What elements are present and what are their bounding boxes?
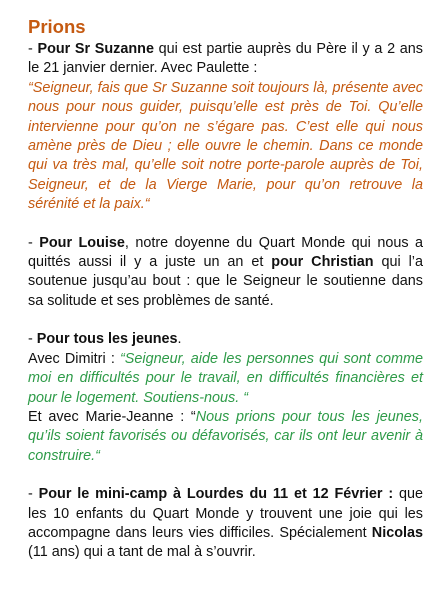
prayer-suzanne xyxy=(28,40,423,215)
dash: - xyxy=(28,331,37,348)
dash: - xyxy=(28,234,40,251)
lourdes-paragraph xyxy=(28,485,423,563)
lourdes-text-1: que les 10 enfants du Quart Monde y trouvent une joie qui les accompagne dans leurs vies difficiles. Spécialement xyxy=(28,486,424,541)
spacer xyxy=(28,466,423,485)
louise-lead: Pour Louise xyxy=(39,234,125,251)
period: . xyxy=(177,331,182,348)
spacer xyxy=(28,215,423,234)
suzanne-text: qui est partie auprès du Père il y a 2 ans le 21 janvier dernier. Avec Paulette : xyxy=(28,41,423,77)
suzanne-intro xyxy=(28,40,423,79)
dash: - xyxy=(28,41,38,57)
marie-jeanne-intro: Et avec Marie-Jeanne : “ xyxy=(28,408,196,425)
prayer-jeunes xyxy=(28,330,423,466)
marie-jeanne-paragraph xyxy=(28,408,423,466)
suzanne-quote: “Seigneur, fais que Sr Suzanne soit toujours là, présente avec nous pour nous guider, puisqu’elle est près de Toi. Qu’elle intervienne pour qu’on ne s’égare pas. C’est elle qui nous amène près de Dieu ; elle ouvre le chemin. Dans ce monde qui va très mal, qu’elle soit notre porte-parole auprès de Toi, Seigneur, et de la Vierge Marie, pour qu’on retrouve la sérénité et la paix.“ xyxy=(28,79,423,213)
louise-text-1: , notre doyenne du Quart Monde qui nous a quittés aussi il y a juste un an et xyxy=(28,234,424,271)
dimitri-quote: “Seigneur, aide les personnes qui sont comme moi en difficultés pour le travail, en difficultés financières et pour le logement. Soutiens-nous. “ xyxy=(28,350,423,406)
christian-lead: pour Christian xyxy=(271,254,374,271)
page-title: Prions xyxy=(28,16,86,37)
louise-text-2: qui l’a soutenue jusqu’au bout : que le Seigneur le soutienne dans sa solitude et ses problèmes de santé. xyxy=(28,254,423,309)
louise-paragraph xyxy=(28,234,423,312)
dimitri-intro: Avec Dimitri : xyxy=(28,350,120,367)
suzanne-lead: Pour Sr Suzanne xyxy=(37,41,154,57)
prayer-louise xyxy=(28,234,423,312)
lourdes-text-2: (11 ans) qui a tant de mal à s’ouvrir. xyxy=(28,544,256,561)
prayer-lourdes xyxy=(28,485,423,563)
nicolas-lead: Nicolas xyxy=(371,524,423,541)
dash: - xyxy=(28,486,39,503)
spacer xyxy=(28,311,423,330)
jeunes-lead: Pour tous les jeunes xyxy=(36,331,178,348)
dimitri-paragraph xyxy=(28,350,423,408)
marie-jeanne-quote: Nous prions pour tous les jeunes, qu’ils soient favorisés ou défavorisés, car ils ont leur avenir à construire.“ xyxy=(28,408,423,464)
lourdes-lead: Pour le mini-camp à Lourdes du 11 et 12 Février : xyxy=(38,486,394,503)
jeunes-heading xyxy=(28,330,423,349)
